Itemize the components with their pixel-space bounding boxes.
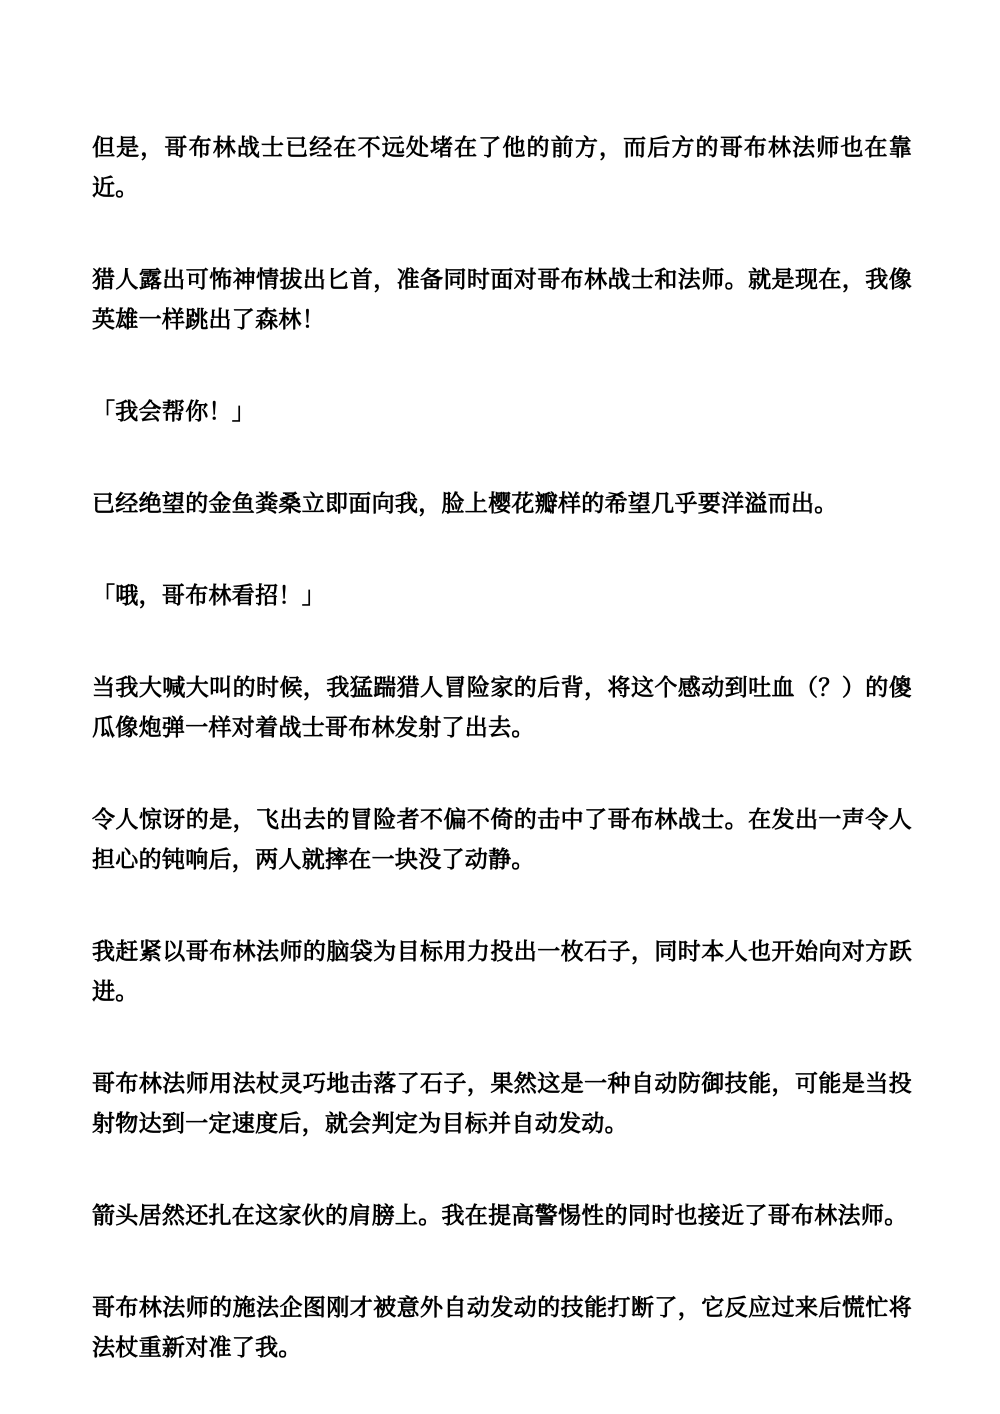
paragraph-2: 猎人露出可怖神情拔出匕首，准备同时面对哥布林战士和法师。就是现在，我像英雄一样跳出了森林！	[92, 267, 912, 333]
paragraph-10: 箭头居然还扎在这家伙的肩膀上。我在提高警惕性的同时也接近了哥布林法师。	[92, 1203, 908, 1229]
paragraph-3-dialogue: 「我会帮你！」	[92, 399, 256, 425]
paragraph-11: 哥布林法师的施法企图刚才被意外自动发动的技能打断了，它反应过来后慌忙将法杖重新对准了我。	[92, 1295, 912, 1361]
paragraph-5-dialogue: 「哦，哥布林看招！」	[92, 583, 325, 609]
paragraph-1: 但是，哥布林战士已经在不远处堵在了他的前方，而后方的哥布林法师也在靠近。	[92, 135, 912, 201]
paragraph-8: 我赶紧以哥布林法师的脑袋为目标用力投出一枚石子，同时本人也开始向对方跃进。	[92, 939, 912, 1005]
paragraph-9: 哥布林法师用法杖灵巧地击落了石子，果然这是一种自动防御技能，可能是当投射物达到一定速度后，就会判定为目标并自动发动。	[92, 1071, 912, 1137]
paragraph-6: 当我大喊大叫的时候，我猛踹猎人冒险家的后背，将这个感动到吐血（？）的傻瓜像炮弹一样对着战士哥布林发射了出去。	[92, 675, 912, 741]
paragraph-4: 已经绝望的金鱼粪桑立即面向我，脸上樱花瓣样的希望几乎要洋溢而出。	[92, 491, 838, 517]
document-page	[92, 128, 912, 1368]
paragraph-7: 令人惊讶的是，飞出去的冒险者不偏不倚的击中了哥布林战士。在发出一声令人担心的钝响后，两人就摔在一块没了动静。	[92, 807, 912, 873]
